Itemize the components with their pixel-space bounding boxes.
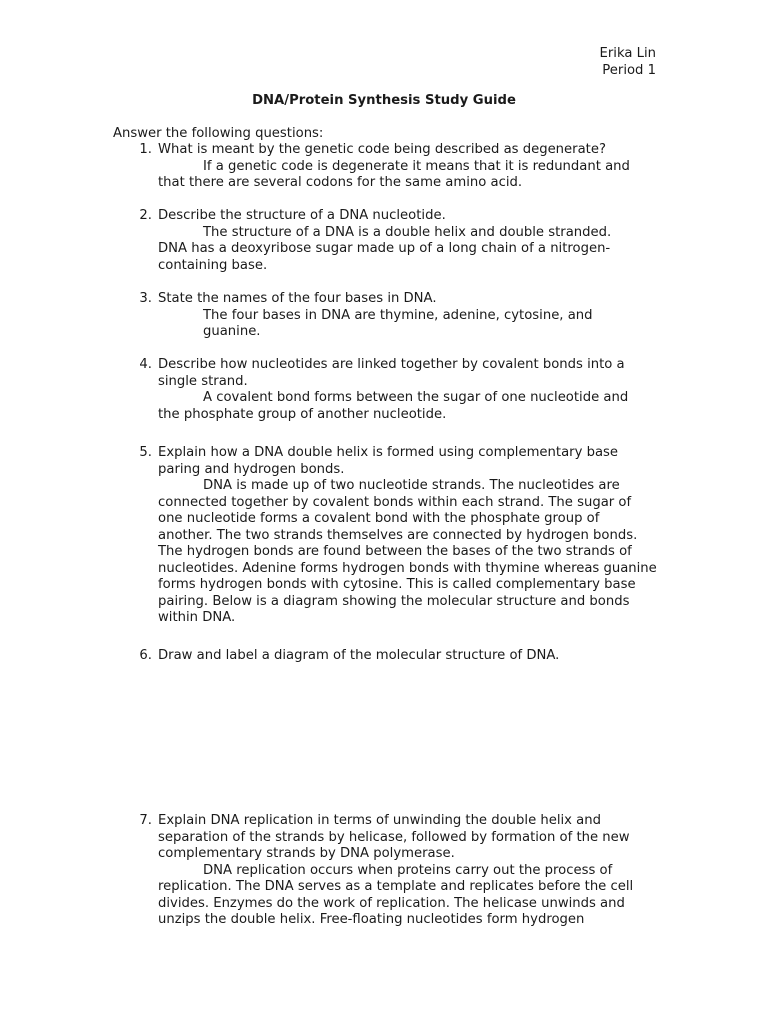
- question-number: 2.: [139, 208, 152, 223]
- question-number: 7.: [139, 813, 152, 828]
- question-number: 1.: [139, 142, 152, 157]
- instructions: Answer the following questions:: [113, 126, 324, 141]
- question-number: 4.: [139, 357, 152, 372]
- answer-text: The four bases in DNA are thymine, adenine, cytosine, and guanine.: [203, 307, 593, 339]
- question-text: Draw and label a diagram of the molecular structure of DNA.: [158, 648, 560, 663]
- document-title: DNA/Protein Synthesis Study Guide: [252, 93, 516, 108]
- question-text: Explain how a DNA double helix is formed using complementary base paring and hydrogen bonds.: [158, 445, 619, 477]
- student-name: Erika Lin: [599, 46, 656, 61]
- answer-text: The structure of a DNA is a double helix and double stranded. DNA has a deoxyribose sugar made up of a long chain of a nitrogen-containing base.: [158, 224, 612, 273]
- question-text: Explain DNA replication in terms of unwinding the double helix and separation of the strands by helicase, followed by formation of the new complementary strands by DNA polymerase.: [158, 813, 630, 861]
- document-header: [600, 45, 656, 79]
- answer-text: If a genetic code is degenerate it means that it is redundant and that there are several codons for the same amino acid.: [158, 158, 630, 190]
- question-number: 5.: [139, 445, 152, 460]
- answer-text: A covalent bond forms between the sugar of one nucleotide and the phosphate group of another nucleotide.: [158, 390, 629, 422]
- answer-text: DNA replication occurs when proteins carry out the process of replication. The DNA serves as a template and replicates before the cell divides. Enzymes do the work of replication. The helicase unwinds and unzips the double helix. Free-floating nucleotides form hydrogen: [158, 862, 634, 927]
- question-text: What is meant by the genetic code being described as degenerate?: [158, 142, 606, 157]
- class-period: Period 1: [602, 63, 656, 78]
- answer-text: DNA is made up of two nucleotide strands. The nucleotides are connected together by covalent bonds within each strand. The sugar of one nucleotide forms a covalent bond with the phosphate group of another. The two strands themselves are connected by hydrogen bonds. The hydrogen bonds are found between the bases of the two strands of nucleotides. Adenine forms hydrogen bonds with thymine whereas guanine forms hydrogen bonds with cytosine. This is called complementary base pairing. Below is a diagram showing the molecular structure and bonds within DNA.: [158, 478, 657, 625]
- question-text: State the names of the four bases in DNA.: [158, 291, 437, 306]
- question-number: 3.: [139, 291, 152, 306]
- question-number: 6.: [139, 648, 152, 663]
- question-text: Describe the structure of a DNA nucleotide.: [158, 208, 446, 223]
- question-text: Describe how nucleotides are linked together by covalent bonds into a single strand.: [158, 357, 625, 389]
